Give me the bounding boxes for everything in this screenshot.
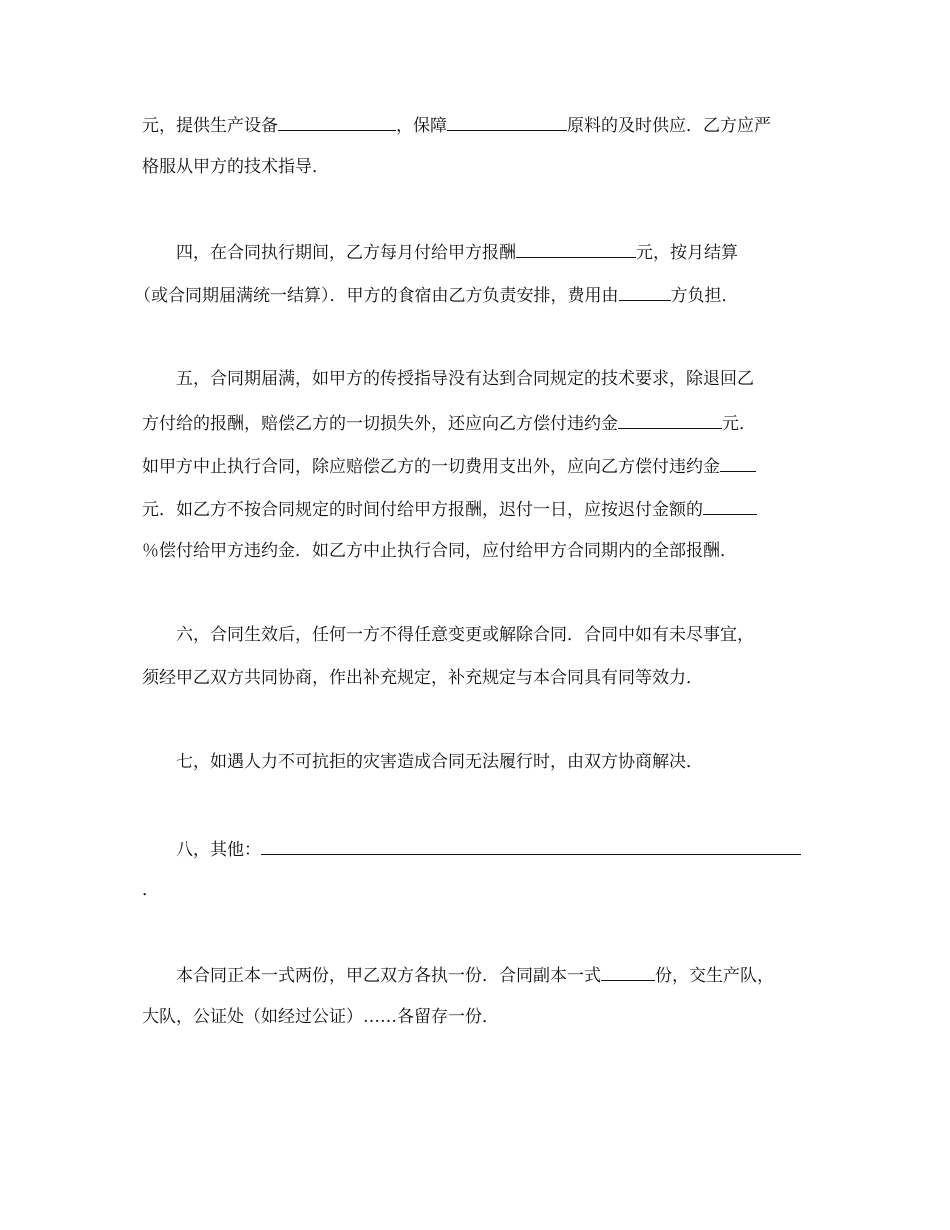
p4-text-a: 四，在合同执行期间，乙方每月付给甲方报酬 xyxy=(176,243,516,263)
p5-line4 xyxy=(142,496,757,520)
late-rate-blank xyxy=(703,496,757,515)
p8-line1 xyxy=(176,836,801,860)
p3-text-a: 元，提供生产设备 xyxy=(142,116,278,136)
p9-line1 xyxy=(176,962,774,986)
p5-text-a: 方付给的报酬，赔偿乙方的一切损失外，还应向乙方偿付违约金 xyxy=(142,414,618,434)
p4-line1 xyxy=(176,239,738,263)
p9-line2: 大队，公证处（如经过公证）……各留存一份． xyxy=(142,1007,499,1027)
other-terms-blank xyxy=(261,836,801,855)
copies-blank xyxy=(601,962,655,981)
penalty-blank-1 xyxy=(618,410,722,429)
p5-line1: 五，合同期届满，如甲方的传授指导没有达到合同规定的技术要求，除退回乙 xyxy=(176,369,754,389)
material-blank xyxy=(447,112,567,131)
p4-text-d: 方负担． xyxy=(670,286,739,306)
p9-text-a: 本合同正本一式两份，甲乙双方各执一份．合同副本一式 xyxy=(176,966,601,986)
equipment-blank xyxy=(278,112,396,131)
p6-line1: 六，合同生效后，任何一方不得任意变更或解除合同．合同中如有未尽事宜， xyxy=(176,625,754,645)
p3-text-b: ，保障 xyxy=(396,116,447,136)
p5-line5: ％偿付给甲方违约金．如乙方中止执行合同，应付给甲方合同期内的全部报酬． xyxy=(142,541,737,561)
expense-party-blank xyxy=(619,282,671,301)
p5-line2 xyxy=(142,410,756,434)
penalty-blank-2 xyxy=(720,453,756,472)
p4-text-b: 元，按月结算 xyxy=(636,243,738,263)
p8-text: 八，其他： xyxy=(176,840,261,860)
p8-line2: ． xyxy=(142,880,159,900)
p5-line3 xyxy=(142,453,756,477)
p5-text-c: 如甲方中止执行合同，除应赔偿乙方的一切费用支出外，应向乙方偿付违约金 xyxy=(142,457,720,477)
p3-line1 xyxy=(142,112,771,136)
monthly-fee-blank xyxy=(516,239,636,258)
p9-text-b: 份，交生产队， xyxy=(655,966,774,986)
p3-line2: 格服从甲方的技术指导． xyxy=(142,157,329,177)
p7-line1: 七，如遇人力不可抗拒的灾害造成合同无法履行时，由双方协商解决． xyxy=(176,752,703,772)
p4-text-c: （或合同期届满统一结算）．甲方的食宿由乙方负责安排，费用由 xyxy=(134,286,619,306)
p3-text-c: 原料的及时供应．乙方应严 xyxy=(567,116,771,136)
p4-line2 xyxy=(134,282,739,306)
p5-text-d: 元．如乙方不按合同规定的时间付给甲方报酬，迟付一日，应按迟付金额的 xyxy=(142,500,703,520)
p5-text-b: 元． xyxy=(722,414,756,434)
p6-line2: 须经甲乙双方共同协商，作出补充规定，补充规定与本合同具有同等效力． xyxy=(142,668,703,688)
